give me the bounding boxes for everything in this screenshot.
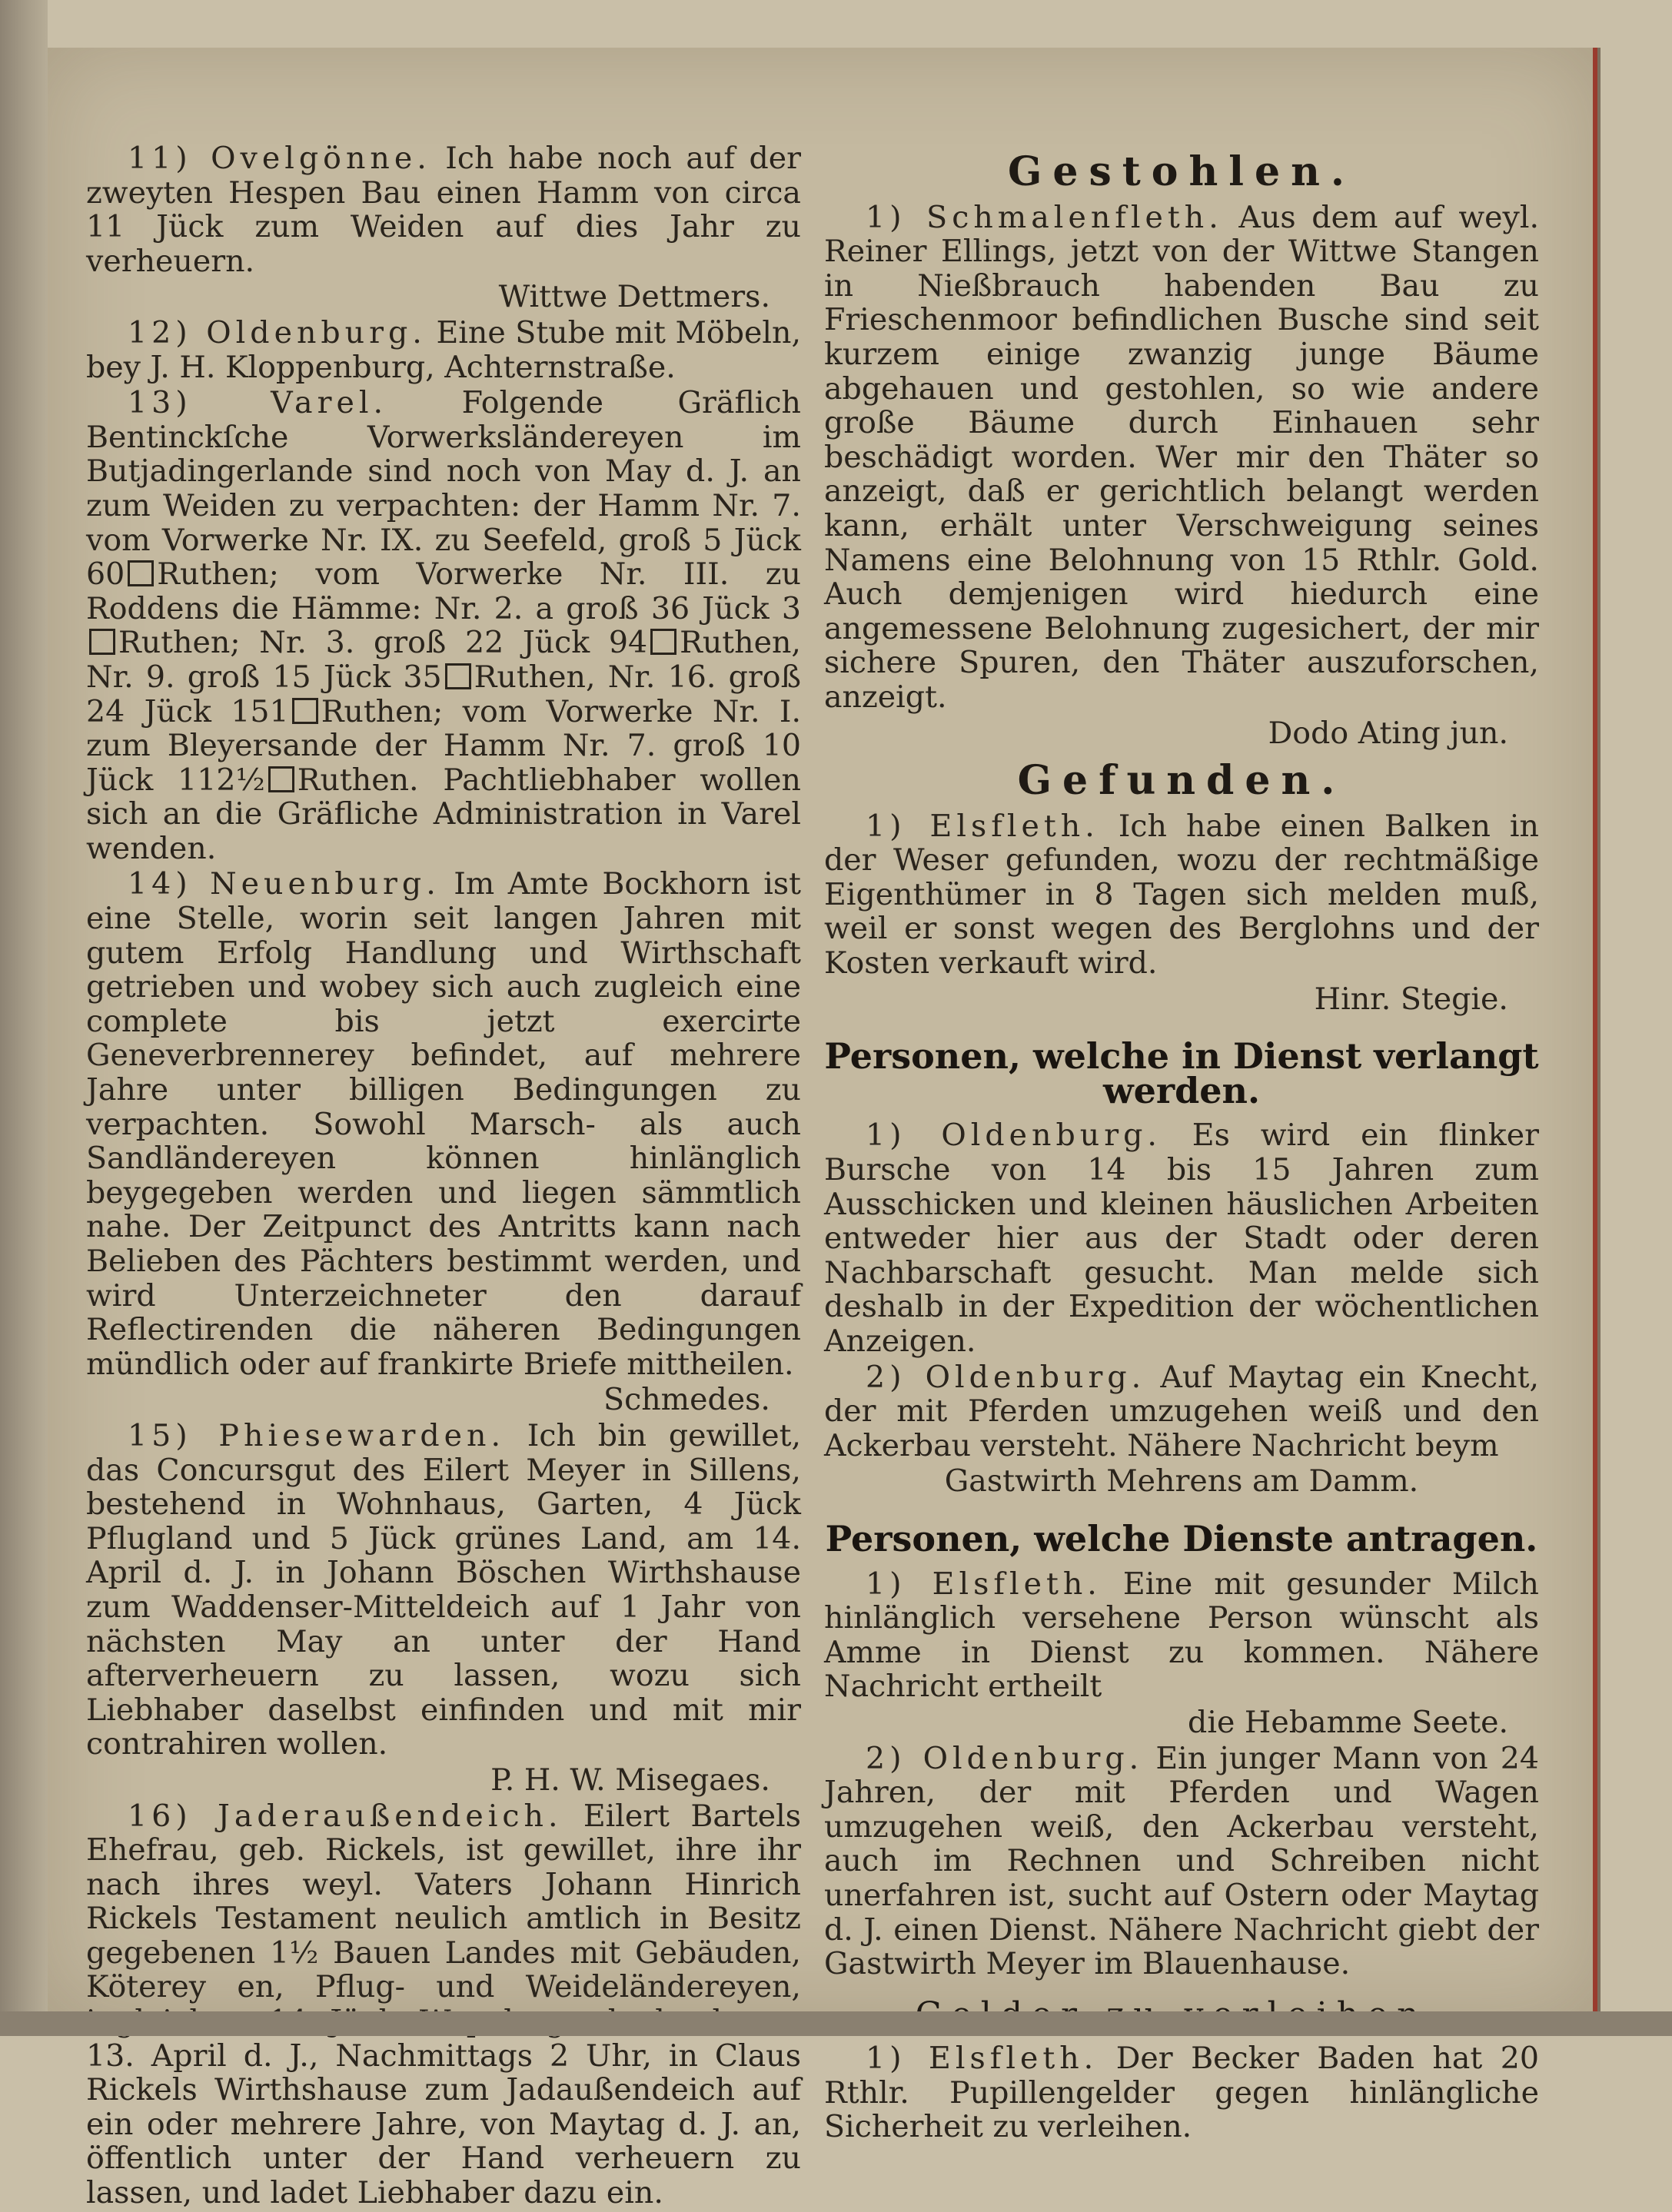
notice-text: Im Amte Bockhorn ist eine Stelle, worin seit langen Jahren mit gutem Erfolg Handlung und Wirthschaft getrieben und wobey sich auch zugleich eine complete bis jetzt exercirte Geneverbrennerey befindet, auf mehrere Jahre unter billigen Bedingungen zu verpachten. Sowohl Marsch- als auch Sandländereyen können hinlänglich beygegeben werden und liegen sämmtlich nahe. Der Zeitpunct des Antritts kann nach Belieben des Pächters bestimmt werden, und wird Unterzeichneter den darauf Reflectirenden die näheren Bedingungen mündlich oder auf frankirte Briefe mittheilen. — [86, 866, 801, 1382]
notice-signature: P. H. W. Misegaes. — [490, 1762, 770, 1798]
notice-signature: Wittwe Dettmers. — [498, 279, 770, 315]
notice-text: Eine mit gesunder Milch hinlänglich versehene Person wünscht als Amme in Dienst zu kommen. Nähere Nachricht ertheilt — [824, 1566, 1539, 1705]
notice-elsfleth-amme — [824, 1567, 1539, 1704]
notice-oldenburg-bursche — [824, 1118, 1539, 1358]
notice-phiesewarden — [86, 1419, 801, 1762]
left-column — [86, 141, 801, 2212]
square-rod-symbol — [268, 766, 294, 792]
notice-text: Ich habe noch auf der zweyten Hespen Bau einen Hamm von circa 11 Jück zum Weiden auf dies Jahr zu verheuern. — [86, 141, 801, 279]
notice-place: 1) Elsfleth. — [866, 808, 1099, 844]
notice-neuenburg — [86, 867, 801, 1381]
notice-text: Aus dem auf weyl. Reiner Ellings, jetzt von der Wittwe Stangen in Nießbrauch habenden Bau zu Frieschenmoor befindlichen Busche sind seit kurzem einige zwanzig junge Bäume abgehauen und gestohlen, so wie andere große Bäume durch Einhauen sehr beschädigt worden. Wer mir den Thäter so anzeigt, daß er gerichtlich belangt werden kann, erhält unter Verschweigung seines Namens eine Belohnung von 15 Rthlr. Gold. Auch demjenigen wird hiedurch eine angemessene Belohnung zugesichert, der mir sichere Spuren, den Thäter auszuforschen, anzeigt. — [824, 199, 1540, 715]
notice-text: Eilert Bartels Ehefrau, geb. Rickels, ist gewillet, ihre ihr nach ihres weyl. Vaters Johann Hinrich Rickels Testament neulich amtlich in Besitz gegebenen 1½ Bauen Landes mit Gebäuden, Köterey en, Pflug- und Weideländereyen, 13. April d. J., Nachmittags 2 Uhr, in Claus Rickels Wirthshause zum Jadaußendeich auf ein oder mehrere Jahre, von Maytag d. J. an, öffentlich unter der Hand verheuern zu lassen, und ladet Liebhaber dazu ein. — [86, 1798, 801, 2211]
notice-place: 16) Jaderaußendeich. — [128, 1798, 563, 1834]
notice-signature: die Hebamme Seete. — [1188, 1704, 1508, 1740]
notice-place: 15) Phiesewarden. — [128, 1417, 506, 1453]
notice-place: 1) Elsfleth. — [866, 1566, 1102, 1602]
notice-place: 13) Varel. — [128, 385, 388, 421]
notice-signature: Hinr. Stegie. — [1314, 981, 1508, 1017]
notice-elsfleth-balken — [824, 809, 1539, 981]
notice-place: 12) Oldenburg. — [128, 314, 427, 350]
notice-text: Ich bin gewillet, das Concursgut des Eilert Meyer in Sillens, bestehend in Wohnhaus, Garten, 4 Jück Pflugland und 5 Jück grünes Land, am 14. April d. J. in Johann Böschen Wirthshause zum Waddenser-Mitteldeich auf 1 Jahr von nächsten May an unter der Hand afterverheuern zu lassen, wozu sich Liebhaber daselbst einfinden und mit mir contrahiren wollen. — [86, 1417, 801, 1762]
notice-oldenburg-stube — [86, 316, 801, 384]
square-rod-symbol — [650, 629, 676, 655]
notice-text: Ich habe einen Balken in der Weser gefunden, wozu der rechtmäßige Eigenthümer in 8 Tagen sich melden muß, weil er sonst wegen des Berglohns und der Kosten verkauft wird. — [824, 808, 1539, 981]
right-column — [824, 141, 1539, 2146]
notice-varel — [86, 386, 801, 865]
square-rod-symbol — [445, 663, 471, 689]
notice-oldenburg-mann — [824, 1742, 1539, 1981]
notice-text: Ruthen; Nr. 3. groß 22 Jück 94 — [118, 625, 648, 661]
notice-place: 2) Oldenburg. — [866, 1740, 1144, 1776]
scan-bottom-edge — [0, 2011, 1672, 2036]
notice-text: Ruthen; vom Vorwerke Nr. I. zum Bleyersande der Hamm Nr. 7. groß 10 Jück 112½ — [86, 693, 801, 798]
notice-text: Ruthen; vom Vorwerke Nr. III. zu Roddens die Hämme: Nr. 2. a groß 36 Jück 3 — [86, 556, 801, 626]
notice-text: Ruthen. Pachtliebhaber wollen sich an die Gräfliche Administration in Varel wenden. — [86, 762, 801, 866]
square-rod-symbol — [292, 698, 318, 724]
notice-text: Folgende Gräflich Bentinckſche Vorwerksländereyen im Butjadingerlande sind noch von May d. J. an zum Weiden zu verpachten: der Hamm Nr. 7. vom Vorwerke Nr. IX. zu Seefeld, groß 5 Jück 60 — [86, 385, 802, 593]
square-rod-symbol — [128, 560, 154, 586]
notice-oldenburg-knecht — [824, 1360, 1539, 1463]
notice-signature: Dodo Ating jun. — [1268, 715, 1508, 751]
notice-text: Ein junger Mann von 24 Jahren, der mit Pferden und Wagen umzugehen weiß, den Ackerbau versteht, auch im Rechnen und Schreiben nicht unerfahren ist, sucht auf Ostern oder Maytag d. J. einen Dienst. Nähere Nachricht giebt der Gastwirth Meyer im Blauenhause. — [824, 1740, 1539, 1982]
notice-jaderaussendeich — [86, 1799, 801, 2210]
section-heading-gestohlen: Gestohlen. — [1007, 148, 1356, 195]
notice-ovelgoenne — [86, 141, 801, 278]
square-rod-symbol — [89, 629, 115, 655]
notice-text: Ruthen, Nr. 9. groß 15 Jück 35 — [86, 625, 801, 695]
notice-place: 11) Ovelgönne. — [128, 141, 431, 176]
notice-place: 1) Elsfleth. — [866, 2041, 1099, 2077]
section-heading-dienst-verlangt: Personen, welche in Dienst verlangt werden. — [824, 1035, 1539, 1111]
section-heading-dienste-antragen: Personen, welche Dienste antragen. — [825, 1517, 1538, 1559]
notice-signature: Gastwirth Mehrens am Damm. — [944, 1463, 1419, 1500]
notice-text: Ruthen, Nr. 16. groß 24 Jück 151 — [86, 659, 801, 729]
notice-place: 1) Oldenburg. — [866, 1118, 1162, 1154]
notice-signature: Schmedes. — [603, 1382, 770, 1418]
book-spine — [0, 0, 48, 2036]
notice-text: Der Becker Baden hat 20 Rthlr. Pupillengelder gegen hinlängliche Sicherheit zu verleihen. — [824, 2041, 1539, 2145]
notice-elsfleth-gelder — [824, 2041, 1539, 2144]
newspaper-page — [48, 48, 1593, 2211]
notice-text: Es wird ein flinker Bursche von 14 bis 15 Jahren zum Ausschicken und kleinen häuslichen Arbeiten entweder hier aus der Stadt oder deren Nachbarschaft gesucht. Man melde sich deshalb in der Expedition der wöchentlichen Anzeigen. — [824, 1118, 1539, 1359]
notice-place: 14) Neuenburg. — [128, 866, 440, 902]
notice-text: Eine Stube mit Möbeln, bey J. H. Kloppenburg, Achternstraße. — [86, 314, 802, 385]
notice-place: 2) Oldenburg. — [866, 1359, 1146, 1395]
notice-schmalenfleth — [824, 201, 1539, 715]
section-heading-gefunden: Gefunden. — [1017, 757, 1346, 805]
notice-text: Auf Maytag ein Knecht, der mit Pferden umzugehen weiß und den Ackerbau versteht. Nähere Nachricht beym — [824, 1359, 1539, 1463]
notice-place: 1) Schmalenfleth. — [866, 199, 1223, 235]
